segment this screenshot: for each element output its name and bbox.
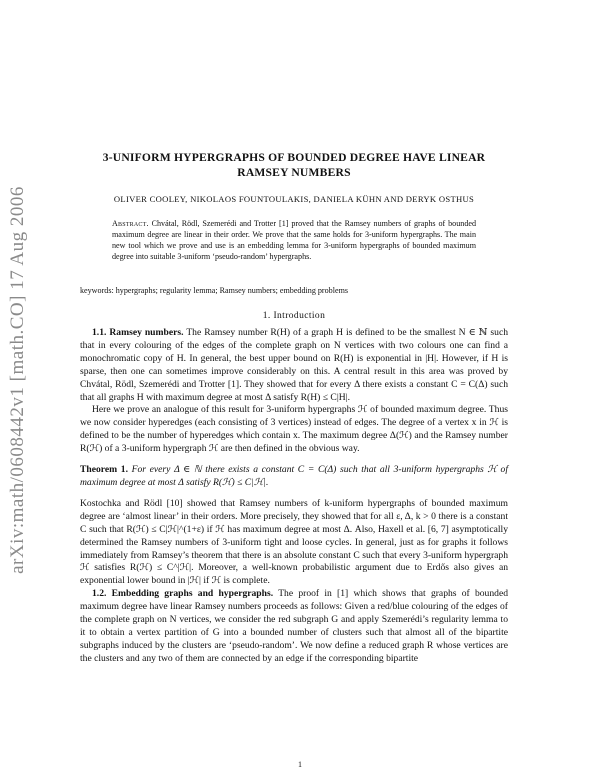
abstract-label: Abstract. — [112, 219, 149, 228]
paragraph-text: The proof in [1] which shows that graphs of bounded maximum degree have linear Ramsey numbers proceeds as follows: Given a red/blue colouring of the edges of the complete graph on N vertices, we consider the red subgraph G and apply Szemerédi’s regularity lemma to it to obtain a vertex partition of G into a bounded number of clusters such that almost all of the bipartite subgraphs induced by the clusters are ‘pseudo-random’. We now define a reduced graph R whose vertices are the clusters and any two of them are connected by an edge if the corresponding bipartite — [80, 588, 508, 664]
keywords: keywords: hypergraphs; regularity lemma; Ramsey numbers; embedding problems — [80, 286, 349, 295]
arxiv-margin-stamp — [2, 150, 34, 610]
subsection-label-ramsey-numbers: 1.1. Ramsey numbers. — [92, 327, 184, 338]
author-list: OLIVER COOLEY, NIKOLAOS FOUNTOULAKIS, DANIELA KÜHN AND DERYK OSTHUS — [113, 194, 475, 204]
paper-title: 3-UNIFORM HYPERGRAPHS OF BOUNDED DEGREE HAVE LINEAR RAMSEY NUMBERS — [102, 151, 486, 179]
paragraph-kostochka-rodl: Kostochka and Rödl [10] showed that Ramsey numbers of k-uniform hypergraphs of bounded maximum degree are ‘almost linear’ in their orders. More precisely, they showed that for all ε, Δ, k > 0 there is a constant C such that R(ℋ) ≤ C|ℋ|^(1+ε) if ℋ has maximum degree at most Δ. Also, Haxell et al. [6, 7] asymptotically determined the Ramsey numbers of 3-uniform tight and loose cycles. In general, just as for graphs it follows immediately from Ramsey’s theorem that there is an absolute constant C such that every 3-uniform hypergraph ℋ satisfies R(ℋ) ≤ C^|ℋ|. Moreover, a well-known probabilistic argument due to Erdős also gives an exponential lower bound in |ℋ| if ℋ is complete. — [80, 497, 508, 587]
theorem-label: Theorem 1. — [80, 464, 128, 476]
paragraph-text: The Ramsey number R(H) of a graph H is defined to be the smallest N ∈ ℕ such that in every colouring of the edges of the complete graph on N vertices with two colours one can find a monochromatic copy of H. In general, the best upper bound on R(H) is exponential in |H|. However, if H is sparse, then one can sometimes improve considerably on this. A central result in this area was proved by Chvátal, Rödl, Szemerédi and Trotter [1]. They showed that for every Δ there exists a constant C = C(Δ) such that all graphs H with maximum degree at most Δ satisfy R(H) ≤ C|H|. — [80, 327, 508, 403]
abstract-text: Chvátal, Rödl, Szemerédi and Trotter [1] proved that the Ramsey numbers of graphs of bounded maximum degree are linear in their order. We prove that the same holds for 3-uniform hypergraphs. The main new tool which we prove and use is an embedding lemma for 3-uniform hypergraphs of bounded maximum degree into suitable 3-uniform ‘pseudo-random’ hypergraphs. — [112, 219, 477, 261]
paper-page — [80, 0, 508, 666]
arxiv-identifier: arXiv:math/0608442v1 [math.CO] 17 Aug 2006 — [7, 186, 28, 574]
paragraph-ramsey-numbers — [80, 327, 508, 404]
theorem-statement: For every Δ ∈ ℕ there exists a constant C = C(Δ) such that all 3-uniform hypergraphs ℋ of maximum degree at most Δ satisfy R(ℋ) ≤ C|ℋ|. — [80, 464, 508, 488]
paragraph-embedding — [80, 588, 508, 665]
page-number: 1 — [298, 760, 302, 769]
abstract — [112, 218, 476, 262]
subsection-label-embedding: 1.2. Embedding graphs and hypergraphs. — [92, 588, 274, 600]
theorem-1 — [80, 464, 508, 490]
section-heading-introduction: 1. Introduction — [262, 311, 326, 321]
paragraph-analogue: Here we prove an analogue of this result for 3-uniform hypergraphs ℋ of bounded maximum degree. Thus we now consider hyperedges (each consisting of 3 vertices) instead of edges. The degree of a vertex x in ℋ is defined to be the number of hyperedges which contain x. The maximum degree Δ(ℋ) and the Ramsey number R(ℋ) of a 3-uniform hypergraph ℋ are then defined in the obvious way. — [80, 404, 508, 455]
